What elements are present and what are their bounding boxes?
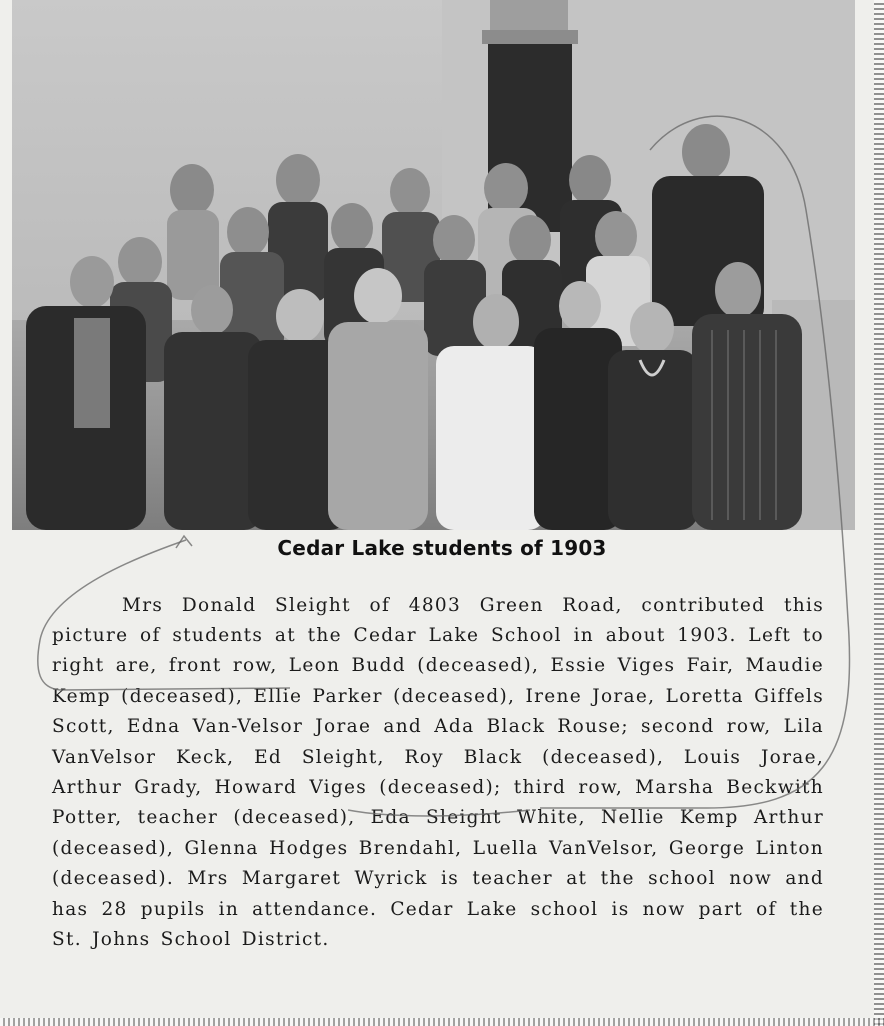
article-body: Mrs Donald Sleight of 4803 Green Road, contributed this picture of students at the Cedar Lake School in about 1903. Left to right are, front row, Leon Budd (deceased), Essie Viges Fair, Maudie Kemp (deceased), Ellie Parker (deceased), Irene Jorae, Loretta Giffels Scott, Edna Van-Velsor Jorae and Ada Black Rouse; second row, Lila VanVelsor Keck, Ed Sleight, Roy Black (deceased), Louis Jorae, Arthur Grady, Howard Viges (deceased); third row, Marsha Beckwith Potter, teacher (deceased), Eda Sleight White, Nellie Kemp Arthur (deceased), Glenna Hodges Brendahl, Luella VanVelsor, George Linton (deceased). Mrs Margaret Wyrick is teacher at the school now and has 28 pupils in attendance. Cedar Lake school is now part of the St. Johns School District. bbox=[52, 594, 824, 950]
class-photograph-image bbox=[12, 0, 855, 530]
class-photograph bbox=[12, 0, 855, 530]
article-headline: Cedar Lake students of 1903 bbox=[277, 536, 607, 560]
torn-right-edge bbox=[874, 0, 884, 1026]
torn-bottom-edge bbox=[0, 1018, 884, 1026]
